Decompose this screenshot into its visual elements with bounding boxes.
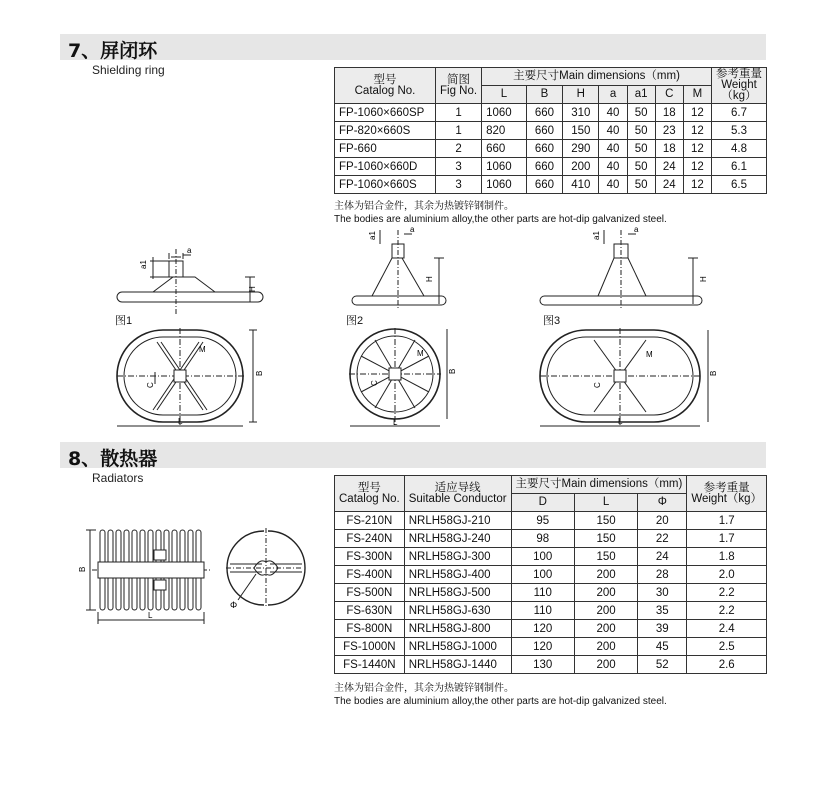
cell-catalog: FS-630N bbox=[335, 602, 405, 620]
table-row bbox=[335, 140, 767, 158]
cell-a1: 50 bbox=[627, 140, 655, 158]
col-catalog-header bbox=[335, 68, 436, 104]
cell-weight: 2.2 bbox=[687, 584, 767, 602]
label-B: B bbox=[255, 370, 264, 376]
cell-H: 410 bbox=[563, 176, 599, 194]
cell-L: 150 bbox=[574, 512, 637, 530]
dim-header: M bbox=[683, 86, 711, 104]
table-row bbox=[335, 602, 767, 620]
cell-catalog: FP-820×660S bbox=[335, 122, 436, 140]
col-weight-header bbox=[712, 68, 767, 104]
cell-C: 24 bbox=[655, 176, 683, 194]
fig3-top-view bbox=[538, 326, 723, 431]
fig2-label: 图2 bbox=[346, 315, 364, 327]
cell-a: 40 bbox=[599, 176, 627, 194]
radiators-table bbox=[334, 475, 767, 674]
label-C: C bbox=[146, 382, 155, 388]
cell-D: 110 bbox=[511, 584, 574, 602]
section-8-subtitle: Radiators bbox=[92, 471, 144, 485]
cell-weight: 2.0 bbox=[687, 566, 767, 584]
section-7-subtitle: Shielding ring bbox=[92, 63, 165, 77]
cell-L: 200 bbox=[574, 638, 637, 656]
cell-B: 660 bbox=[526, 122, 562, 140]
col-fig-cn: 简图 bbox=[447, 73, 471, 86]
dim-header: Φ bbox=[638, 494, 687, 512]
dim-header: L bbox=[574, 494, 637, 512]
table-row bbox=[335, 104, 767, 122]
cell-fig: 1 bbox=[436, 104, 482, 122]
cell-M: 12 bbox=[683, 140, 711, 158]
cell-L: 660 bbox=[482, 140, 527, 158]
cell-C: 24 bbox=[655, 158, 683, 176]
label-H: H bbox=[699, 276, 708, 282]
note-en: The bodies are aluminium alloy,the other parts are hot-dip galvanized steel. bbox=[334, 214, 667, 225]
cell-M: 12 bbox=[683, 158, 711, 176]
col-conductor-cn: 适应导线 bbox=[434, 481, 481, 494]
label-M: M bbox=[199, 345, 206, 354]
cell-catalog: FP-660 bbox=[335, 140, 436, 158]
label-H: H bbox=[248, 286, 257, 292]
section-8-title: 8、散热器 bbox=[68, 448, 158, 470]
cell-D: 95 bbox=[511, 512, 574, 530]
cell-D: 98 bbox=[511, 530, 574, 548]
label-L: L bbox=[393, 418, 398, 427]
col-catalog-header bbox=[335, 476, 405, 512]
cell-L: 1060 bbox=[482, 104, 527, 122]
dim-header: a bbox=[599, 86, 627, 104]
col-main-dimensions: 主要尺寸Main dimensions（mm) bbox=[482, 68, 712, 86]
label-B: B bbox=[78, 566, 87, 572]
label-a: a bbox=[634, 225, 639, 234]
label-L: L bbox=[148, 611, 153, 620]
note-cn: 主体为铝合金件，其余为热镀锌钢制件。 bbox=[334, 683, 514, 694]
table-row bbox=[335, 176, 767, 194]
label-a: a bbox=[410, 225, 415, 234]
cell-H: 310 bbox=[563, 104, 599, 122]
cell-C: 18 bbox=[655, 140, 683, 158]
cell-a1: 50 bbox=[627, 122, 655, 140]
cell-L: 150 bbox=[574, 530, 637, 548]
cell-weight: 6.7 bbox=[712, 104, 767, 122]
shielding-ring-table bbox=[334, 67, 767, 194]
cell-L: 150 bbox=[574, 548, 637, 566]
cell-D: 110 bbox=[511, 602, 574, 620]
col-fig-header bbox=[436, 68, 482, 104]
cell-catalog: FP-1060×660SP bbox=[335, 104, 436, 122]
col-weight-cn: 参考重量 bbox=[703, 481, 750, 494]
section-7-header bbox=[60, 34, 766, 60]
cell-weight: 4.8 bbox=[712, 140, 767, 158]
cell-phi: 30 bbox=[638, 584, 687, 602]
label-a1: a1 bbox=[368, 231, 377, 240]
col-fig-en: Fig No. bbox=[440, 84, 478, 97]
cell-H: 150 bbox=[563, 122, 599, 140]
note-en: The bodies are aluminium alloy,the other parts are hot-dip galvanized steel. bbox=[334, 696, 667, 707]
cell-weight: 1.8 bbox=[687, 548, 767, 566]
dim-header: D bbox=[511, 494, 574, 512]
dim-header: C bbox=[655, 86, 683, 104]
cell-C: 23 bbox=[655, 122, 683, 140]
cell-L: 820 bbox=[482, 122, 527, 140]
cell-weight: 2.5 bbox=[687, 638, 767, 656]
cell-fig: 3 bbox=[436, 176, 482, 194]
cell-phi: 39 bbox=[638, 620, 687, 638]
cell-C: 18 bbox=[655, 104, 683, 122]
fig2-top-view bbox=[347, 326, 457, 431]
col-catalog-en: Catalog No. bbox=[339, 492, 400, 505]
cell-weight: 6.1 bbox=[712, 158, 767, 176]
col-weight-cn: 参考重量 bbox=[716, 68, 762, 80]
cell-M: 12 bbox=[683, 122, 711, 140]
dim-header: L bbox=[482, 86, 527, 104]
label-a1: a1 bbox=[592, 231, 601, 240]
cell-weight: 2.4 bbox=[687, 620, 767, 638]
cell-catalog: FS-800N bbox=[335, 620, 405, 638]
fig1-side-view bbox=[115, 247, 265, 317]
section-7-note bbox=[334, 200, 667, 226]
cell-L: 1060 bbox=[482, 158, 527, 176]
cell-catalog: FS-1000N bbox=[335, 638, 405, 656]
label-M: M bbox=[417, 349, 424, 358]
cell-a1: 50 bbox=[627, 176, 655, 194]
section-8-header bbox=[60, 442, 766, 468]
dim-header: a1 bbox=[627, 86, 655, 104]
cell-H: 200 bbox=[563, 158, 599, 176]
label-L: L bbox=[178, 417, 183, 426]
cell-weight: 2.6 bbox=[687, 656, 767, 674]
table-row bbox=[335, 566, 767, 584]
dim-header: B bbox=[526, 86, 562, 104]
cell-catalog: FP-1060×660D bbox=[335, 158, 436, 176]
cell-B: 660 bbox=[526, 176, 562, 194]
fig3-side-view bbox=[538, 225, 718, 308]
radiator-side-view bbox=[76, 520, 211, 625]
cell-a1: 50 bbox=[627, 158, 655, 176]
cell-conductor: NRLH58GJ-300 bbox=[404, 548, 511, 566]
cell-catalog: FS-240N bbox=[335, 530, 405, 548]
fig1-label: 图1 bbox=[115, 315, 133, 327]
col-conductor-header bbox=[404, 476, 511, 512]
label-M: M bbox=[646, 350, 653, 359]
cell-conductor: NRLH58GJ-1000 bbox=[404, 638, 511, 656]
cell-catalog: FS-210N bbox=[335, 512, 405, 530]
cell-conductor: NRLH58GJ-400 bbox=[404, 566, 511, 584]
label-C: C bbox=[593, 382, 602, 388]
cell-L: 200 bbox=[574, 584, 637, 602]
cell-L: 200 bbox=[574, 656, 637, 674]
label-H: H bbox=[425, 276, 434, 282]
cell-conductor: NRLH58GJ-800 bbox=[404, 620, 511, 638]
cell-M: 12 bbox=[683, 176, 711, 194]
radiator-end-view bbox=[224, 528, 304, 618]
table-row bbox=[335, 656, 767, 674]
label-B: B bbox=[709, 370, 718, 376]
table-row bbox=[335, 620, 767, 638]
cell-D: 120 bbox=[511, 638, 574, 656]
cell-phi: 22 bbox=[638, 530, 687, 548]
cell-D: 100 bbox=[511, 548, 574, 566]
table-row bbox=[335, 122, 767, 140]
cell-L: 200 bbox=[574, 566, 637, 584]
cell-a: 40 bbox=[599, 122, 627, 140]
cell-D: 100 bbox=[511, 566, 574, 584]
cell-L: 200 bbox=[574, 602, 637, 620]
fig3-label: 图3 bbox=[543, 315, 561, 327]
label-phi: Φ bbox=[230, 600, 238, 610]
col-weight-unit: （kg） bbox=[721, 90, 757, 102]
cell-weight: 6.5 bbox=[712, 176, 767, 194]
label-a1: a1 bbox=[139, 260, 148, 269]
cell-phi: 35 bbox=[638, 602, 687, 620]
cell-phi: 20 bbox=[638, 512, 687, 530]
col-weight-header bbox=[687, 476, 767, 512]
section-7-title: 7、屏闭环 bbox=[68, 40, 158, 62]
cell-L: 1060 bbox=[482, 176, 527, 194]
cell-a: 40 bbox=[599, 104, 627, 122]
cell-weight: 5.3 bbox=[712, 122, 767, 140]
table-row bbox=[335, 530, 767, 548]
cell-fig: 3 bbox=[436, 158, 482, 176]
cell-fig: 2 bbox=[436, 140, 482, 158]
cell-catalog: FS-400N bbox=[335, 566, 405, 584]
label-C: C bbox=[370, 380, 379, 386]
cell-conductor: NRLH58GJ-630 bbox=[404, 602, 511, 620]
table-row bbox=[335, 512, 767, 530]
table-row bbox=[335, 548, 767, 566]
col-weight-en: Weight（kg） bbox=[691, 492, 763, 505]
cell-catalog: FP-1060×660S bbox=[335, 176, 436, 194]
col-catalog-cn: 型号 bbox=[357, 481, 381, 494]
label-B: B bbox=[448, 368, 457, 374]
cell-phi: 24 bbox=[638, 548, 687, 566]
cell-B: 660 bbox=[526, 104, 562, 122]
label-a: a bbox=[187, 246, 192, 255]
table-row bbox=[335, 584, 767, 602]
cell-conductor: NRLH58GJ-1440 bbox=[404, 656, 511, 674]
note-cn: 主体为铝合金件，其余为热镀锌钢制件。 bbox=[334, 201, 514, 212]
table-row bbox=[335, 158, 767, 176]
fig1-top-view bbox=[115, 326, 275, 431]
label-L: L bbox=[618, 417, 623, 426]
cell-conductor: NRLH58GJ-240 bbox=[404, 530, 511, 548]
cell-B: 660 bbox=[526, 158, 562, 176]
col-conductor-en: Suitable Conductor bbox=[408, 492, 507, 505]
cell-catalog: FS-500N bbox=[335, 584, 405, 602]
cell-weight: 1.7 bbox=[687, 512, 767, 530]
cell-catalog: FS-300N bbox=[335, 548, 405, 566]
cell-B: 660 bbox=[526, 140, 562, 158]
cell-a: 40 bbox=[599, 158, 627, 176]
dim-header: H bbox=[563, 86, 599, 104]
cell-a: 40 bbox=[599, 140, 627, 158]
col-main-dimensions: 主要尺寸Main dimensions（mm) bbox=[511, 476, 687, 494]
cell-phi: 52 bbox=[638, 656, 687, 674]
cell-conductor: NRLH58GJ-210 bbox=[404, 512, 511, 530]
cell-a1: 50 bbox=[627, 104, 655, 122]
col-catalog-en: Catalog No. bbox=[354, 84, 416, 97]
cell-phi: 28 bbox=[638, 566, 687, 584]
cell-H: 290 bbox=[563, 140, 599, 158]
col-catalog-cn: 型号 bbox=[373, 73, 397, 86]
cell-D: 130 bbox=[511, 656, 574, 674]
fig2-side-view bbox=[350, 225, 460, 308]
cell-weight: 2.2 bbox=[687, 602, 767, 620]
cell-D: 120 bbox=[511, 620, 574, 638]
col-weight-en: Weight bbox=[721, 79, 757, 91]
table-row bbox=[335, 638, 767, 656]
cell-M: 12 bbox=[683, 104, 711, 122]
cell-phi: 45 bbox=[638, 638, 687, 656]
cell-fig: 1 bbox=[436, 122, 482, 140]
cell-weight: 1.7 bbox=[687, 530, 767, 548]
cell-conductor: NRLH58GJ-500 bbox=[404, 584, 511, 602]
section-8-note bbox=[334, 682, 667, 708]
cell-L: 200 bbox=[574, 620, 637, 638]
cell-catalog: FS-1440N bbox=[335, 656, 405, 674]
